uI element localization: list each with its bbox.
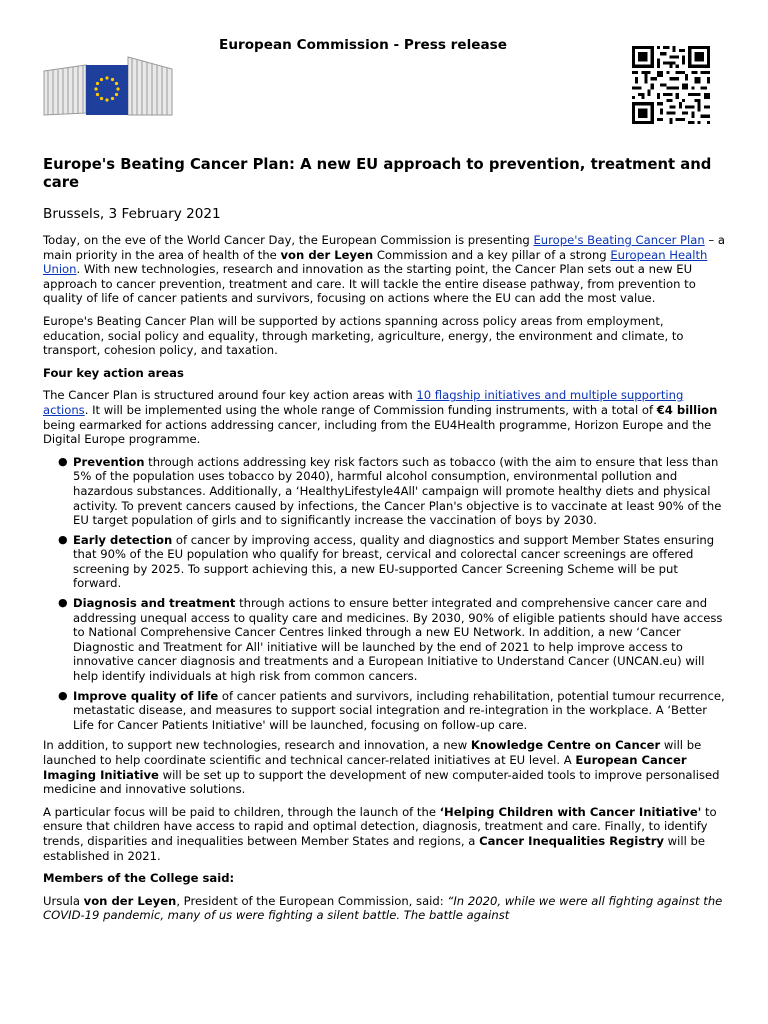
- text: to ensure that children have access to rapid and optimal detection, diagnosis, treatment and care. Finally, to identify trends, disparities and inequalities between Member States and regions, a: [43, 804, 717, 848]
- intro-paragraph: [43, 233, 725, 306]
- bullet-icon: ●: [58, 454, 68, 468]
- list-item-early-detection: [58, 532, 725, 591]
- page-title: Europe's Beating Cancer Plan: A new EU approach to prevention, treatment and care: [43, 156, 712, 191]
- list-item-prevention: [58, 454, 725, 528]
- knowledge-centre-paragraph: [43, 738, 725, 796]
- text: . It will be implemented using the whole range of Commission funding instruments, with a total of: [84, 402, 657, 417]
- text: through actions to ensure better integrated and comprehensive cancer care and addressing unequal access to quality care and medicines. By 2030, 90% of eligible patients should have access to National Comprehensive Cancer Centres linked through a new EU Network. In addition, a new ‘Cancer Diagnostic and Treatment for All' initiative will be launched by the end of 2021 to help improve access to innovative cancer diagnosis and treatments and a European Initiative to Understand Cancer (UNCAN.eu) will help identify individuals at high risk from common cancers.: [73, 596, 723, 684]
- press-release-header: European Commission - Press release: [219, 37, 507, 53]
- list-item-quality-of-life: [58, 688, 725, 733]
- text: through actions addressing key risk factors such as tobacco (with the aim to ensure that less than 5% of the population uses tobacco by 2040), harmful alcohol consumption, environmental pollution and hazardous substances. Additionally, a ‘HealthyLifestyle4All' campaign will promote healthy diets and physical activity. To prevent cancers caused by infections, the Cancer Plan's objective is to vaccinate at least 90% of the EU target population of girls and to significantly increase the vaccination of boys by 2030.: [73, 454, 722, 528]
- action-areas-list: [43, 455, 725, 733]
- qr-code: [632, 46, 710, 124]
- section-heading-action-areas: Four key action areas: [43, 365, 184, 380]
- section-heading-college: Members of the College said:: [43, 871, 235, 886]
- text: will be launched to help coordinate scientific and technical cancer-related initiatives at EU level. A: [43, 738, 702, 767]
- text: Today, on the eve of the World Cancer Day, the European Commission is presenting: [43, 233, 534, 247]
- text: Ursula: [43, 893, 84, 908]
- bold-text: Prevention: [73, 454, 145, 469]
- list-item-diagnosis-treatment: [58, 596, 725, 684]
- bullet-icon: ●: [58, 596, 68, 610]
- text: of cancer by improving access, quality and diagnostics and support Member States ensuring that 90% of the EU population who qualify for breast, cervical and colorectal cancer screenings are offered screening by 2025. To support achieving this, a new EU-supported Cancer Screening Scheme will be put forward.: [73, 532, 715, 591]
- children-paragraph: [43, 805, 725, 863]
- text: , President of the European Commission, said:: [176, 893, 448, 908]
- text: The Cancer Plan is structured around four key action areas with: [43, 388, 417, 403]
- bullet-icon: ●: [58, 532, 68, 546]
- bold-text: von der Leyen: [83, 893, 177, 908]
- bold-text: Diagnosis and treatment: [73, 596, 236, 611]
- text: Commission and a key pillar of a strong: [373, 247, 611, 262]
- text: being earmarked for actions addressing cancer, including from the EU4Health programme, Horizon Europe and the Digital Europe programme.: [43, 417, 712, 447]
- bold-text: von der Leyen: [280, 247, 374, 262]
- text: – a main priority in the area of health of the: [43, 233, 725, 262]
- bold-text: Knowledge Centre on Cancer: [470, 738, 661, 753]
- european-commission-logo: [42, 53, 174, 119]
- bold-text: European Cancer Imaging Initiative: [43, 753, 687, 782]
- policy-areas-paragraph: Europe's Beating Cancer Plan will be supported by actions spanning across policy areas from employment, education, social policy and equality, through marketing, agriculture, energy, the environment and climate, to transport, cohesion policy, and taxation.: [43, 313, 684, 358]
- quote-text: “In 2020, while we were all fighting against the COVID-19 pandemic, many of us were fighting a silent battle. The battle against: [43, 893, 723, 923]
- text: A particular focus will be paid to children, through the launch of the: [43, 804, 440, 819]
- quote-paragraph: [43, 894, 725, 923]
- bold-text: Early detection: [73, 532, 173, 547]
- bold-text: €4 billion: [656, 402, 718, 417]
- european-health-union-link[interactable]: European Health Union: [43, 247, 708, 277]
- text: In addition, to support new technologies, research and innovation, a new: [43, 738, 471, 753]
- bold-text: ‘Helping Children with Cancer Initiative': [439, 804, 702, 819]
- text: will be established in 2021.: [43, 833, 706, 863]
- text: of cancer patients and survivors, including rehabilitation, potential tumour recurrence, metastatic disease, and measures to support social integration and re-integration in the workplace. A ‘Better Life for Cancer Patients Initiative' will be launched, focusing on follow-up care.: [73, 688, 725, 732]
- press-release-body: [43, 156, 725, 931]
- flagship-initiatives-link[interactable]: 10 flagship initiatives and multiple supporting actions: [43, 388, 684, 417]
- bold-text: Improve quality of life: [73, 688, 219, 703]
- dateline: Brussels, 3 February 2021: [43, 206, 221, 222]
- text: will be set up to support the development of new computer-aided tools to improve personalised medicine and innovative solutions.: [43, 767, 720, 797]
- bold-text: Cancer Inequalities Registry: [479, 833, 664, 848]
- text: . With new technologies, research and innovation as the starting point, the Cancer Plan sets out a new EU approach to cancer prevention, treatment and care. It will tackle the entire disease pathway, from prevention to quality of life of cancer patients and survivors, focusing on actions where the EU can add the most value.: [43, 262, 696, 306]
- bullet-icon: ●: [58, 688, 68, 702]
- action-areas-paragraph: [43, 388, 725, 446]
- beating-cancer-plan-link[interactable]: Europe's Beating Cancer Plan: [533, 233, 705, 247]
